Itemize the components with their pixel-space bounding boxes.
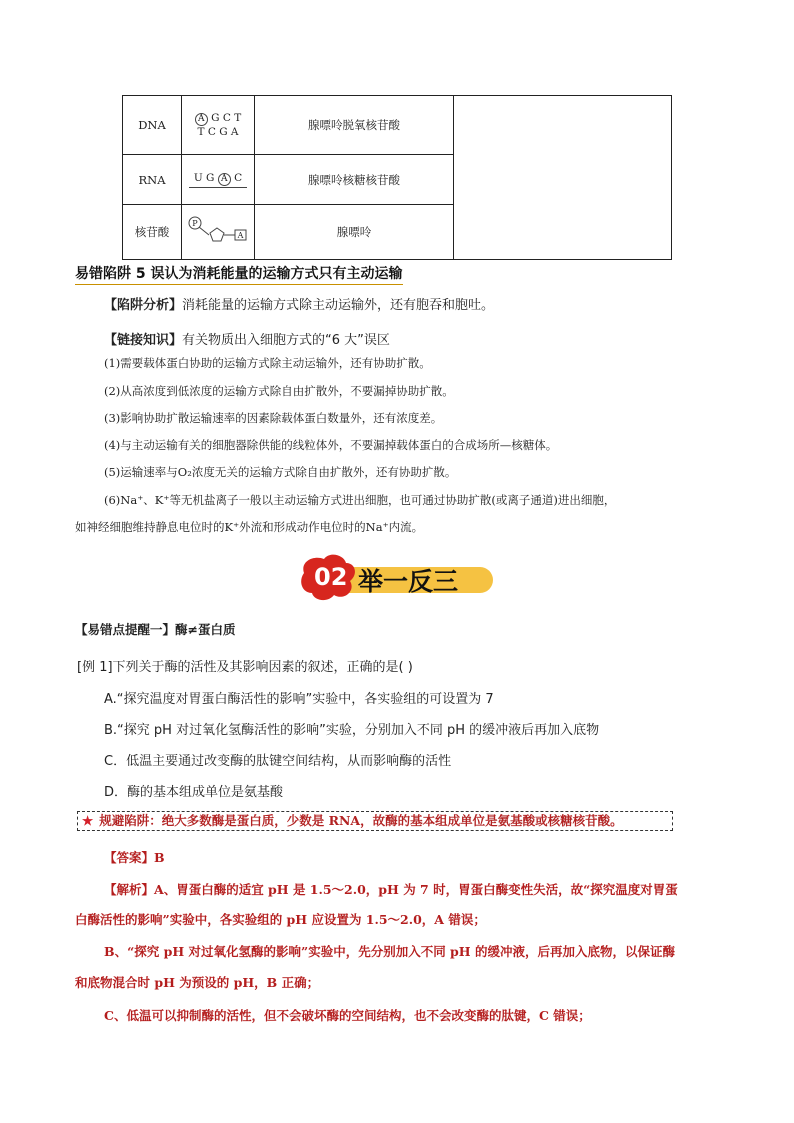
nucleotide-name: 腺嘌呤脱氧核苷酸 — [255, 96, 454, 155]
svg-text:A: A — [237, 230, 244, 240]
rna-base: G — [206, 171, 215, 184]
question: [例 1]下列关于酶的活性及其影响因素的叙述，正确的是( ) — [77, 660, 413, 675]
option-c: C．低温主要通过改变酶的肽键空间结构，从而影响酶的活性 — [104, 754, 452, 769]
link-knowledge: 【链接知识】有关物质出入细胞方式的“6 大”误区 — [104, 333, 390, 348]
star-icon: ★ — [82, 813, 94, 828]
row-label: 核苷酸 — [123, 205, 182, 260]
option-d: D．酶的基本组成单位是氨基酸 — [104, 785, 284, 800]
warning-box: ★ 规避陷阱：绝大多数酶是蛋白质，少数是 RNA，故酶的基本组成单位是氨基酸或核糖核苷酸。 — [77, 811, 673, 831]
banner-title: 举一反三 — [358, 567, 459, 596]
dna-structure: A G C T T C G A — [182, 96, 255, 155]
row-label: RNA — [123, 155, 182, 205]
blank-cell — [454, 96, 672, 260]
trap-analysis: 【陷阱分析】消耗能量的运输方式除主动运输外，还有胞吞和胞吐。 — [104, 298, 495, 313]
list-item: (5)运输速率与O₂浓度无关的运输方式除自由扩散外，还有协助扩散。 — [104, 465, 457, 479]
nucleotide-structure — [182, 205, 255, 260]
analysis-line: C、低温可以抑制酶的活性，但不会破坏酶的空间结构，也不会改变酶的肽键，C 错误； — [104, 1008, 591, 1023]
nucleotide-table — [122, 95, 672, 260]
dna-bottom-strand: T C G A — [197, 125, 239, 138]
analysis-line: B、“探究 pH 对过氧化氢酶的影响”实验中，先分别加入不同 pH 的缓冲液，后再加入底物，以保证酶 — [104, 944, 675, 959]
rna-base: U — [193, 171, 203, 184]
list-item: (6)Na⁺、K⁺等无机盐离子一般以主动运输方式进出细胞，也可通过协助扩散(或离子通道)进出细胞， — [104, 493, 616, 507]
list-item: 如神经细胞维持静息电位时的K⁺外流和形成动作电位时的Na⁺内流。 — [75, 520, 424, 534]
table-row — [123, 96, 672, 155]
nucleotide-diagram-icon — [187, 214, 249, 248]
rna-structure — [182, 155, 255, 205]
list-item: (4)与主动运输有关的细胞器除供能的线粒体外，不要漏掉载体蛋白的合成场所—核糖体。 — [104, 438, 558, 452]
nucleotide-name: 腺嘌呤核糖核苷酸 — [255, 155, 454, 205]
nucleotide-name: 腺嘌呤 — [255, 205, 454, 260]
option-b: B.“探究 pH 对过氧化氢酶活性的影响”实验，分别加入不同 pH 的缓冲液后再加入底物 — [104, 723, 600, 738]
answer: 【答案】B — [104, 850, 165, 865]
option-a: A.“探究温度对胃蛋白酶活性的影响”实验中，各实验组的可设置为 7 — [104, 692, 494, 707]
list-item: (3)影响协助扩散运输速率的因素除载体蛋白数量外，还有浓度差。 — [104, 411, 443, 425]
svg-text:P: P — [192, 218, 198, 228]
row-label: DNA — [123, 96, 182, 155]
analysis-line: 白酶活性的影响”实验中，各实验组的 pH 应设置为 1.5～2.0，A 错误； — [75, 912, 486, 927]
list-item: (2)从高浓度到低浓度的运输方式除自由扩散外，不要漏掉协助扩散。 — [104, 384, 454, 398]
list-item: (1)需要载体蛋白协助的运输方式除主动运输外，还有协助扩散。 — [104, 356, 431, 370]
banner-number: 02 — [314, 563, 348, 591]
circled-base-icon: A — [195, 113, 208, 126]
section-banner — [300, 553, 495, 603]
hint-heading: 【易错点提醒一】酶≠蛋白质 — [75, 622, 236, 637]
trap-title: 易错陷阱 5 误认为消耗能量的运输方式只有主动运输 — [75, 263, 403, 283]
rna-base: A — [218, 173, 231, 186]
rna-base: C — [234, 171, 243, 184]
analysis-line: 和底物混合时 pH 为预设的 pH，B 正确； — [75, 975, 320, 990]
analysis-line: 【解析】A、胃蛋白酶的适宜 pH 是 1.5～2.0，pH 为 7 时，胃蛋白酶变性失活，故“探究温度对胃蛋 — [104, 882, 678, 897]
rna-strand — [182, 172, 254, 188]
